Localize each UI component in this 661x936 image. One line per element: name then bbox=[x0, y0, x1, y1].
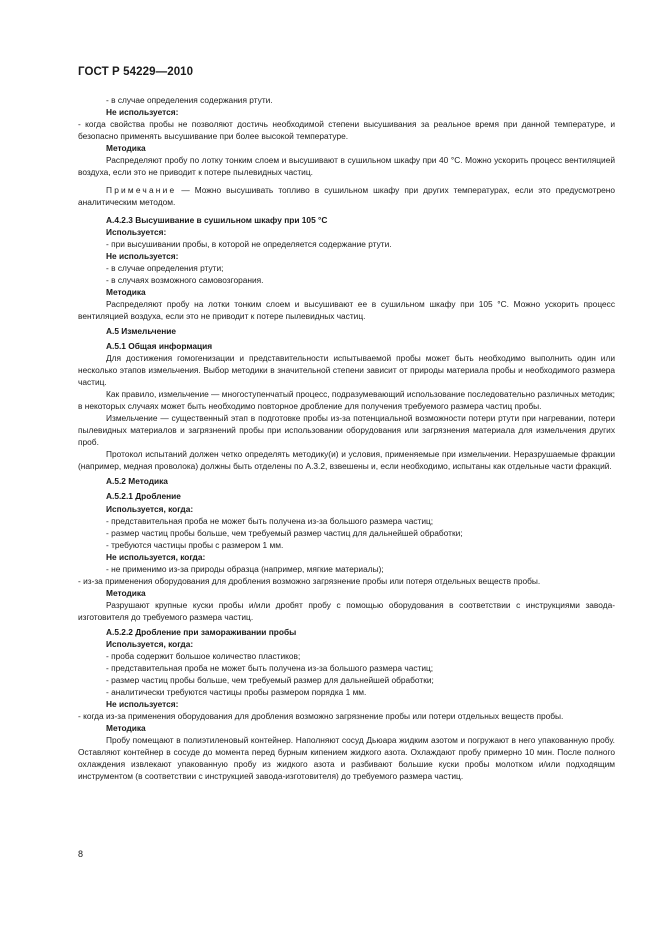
note-paragraph bbox=[78, 184, 615, 208]
list-item: - когда из-за применения оборудования для дробления возможно загрязнение пробы или потери отдельных веществ пробы. bbox=[78, 710, 564, 721]
paragraph: Для достижения гомогенизации и представительности испытываемой пробы может быть необходимо выполнить один или несколько этапов измельчения. Выбор методики в значительной степени зависит от природы материала пробы и необходимого размера частиц. bbox=[78, 353, 615, 388]
paragraph: Разрушают крупные куски пробы и/или дробят пробу с помощью оборудования в соответствии с инструкциями завода-изготовителя до требуемого размера частиц. bbox=[78, 599, 615, 622]
list-item: - в случаях возможного самовозгорания. bbox=[106, 275, 264, 286]
document-header: ГОСТ Р 54229—2010 bbox=[78, 66, 194, 78]
list-item: - проба содержит большое количество пластиков; bbox=[106, 650, 301, 661]
list-item: - не применимо из-за природы образца (например, мягкие материалы); bbox=[106, 563, 384, 574]
list-item: - требуются частицы пробы с размером 1 мм. bbox=[106, 539, 284, 550]
section-heading: А.5 Измельчение bbox=[106, 326, 177, 337]
list-item: - аналитически требуются частицы пробы размером порядка 1 мм. bbox=[106, 686, 367, 697]
subheading: Используется, когда: bbox=[106, 503, 194, 514]
subheading: Методика bbox=[106, 287, 146, 298]
paragraph: Как правило, измельчение — многоступенчатый процесс, подразумевающий использование последовательно различных методик; в некоторых случаях может быть необходимо повторное дробление для получения требуемого размера частиц пробы. bbox=[78, 389, 616, 412]
subheading: Используется: bbox=[106, 227, 167, 238]
paragraph: Распределяют пробу по лотку тонким слоем и высушивают в сушильном шкафу при 40 °С. Можно ускорить процесс вентиляцией воздуха, если это не приводит к потере пылевидных частиц. bbox=[78, 155, 615, 178]
section-heading: А.5.1 Общая информация bbox=[106, 341, 213, 352]
page-number: 8 bbox=[78, 849, 84, 859]
paragraph: Распределяют пробу на лотки тонким слоем и высушивают ее в сушильном шкафу при 105 °С. Можно ускорить процесс вентиляцией воздуха, если это не приводит к потере пылевидных частиц. bbox=[78, 299, 615, 322]
paragraph: Пробу помещают в полиэтиленовый контейнер. Наполняют сосуд Дьюара жидким азотом и погружают в него упакованную пробу. Оставляют контейнер в сосуде до момента перед бурным кипением жидкого азота. Охлаждают пробу примерно 10 мин. После полного охлаждения извлекают упакованную пробу из жидкого азота и разбивают большие куски пробы молотком и/или подходящим инструментом (в соответствии с инструкцией завода-изготовителя) до требуемого размера частиц. bbox=[78, 734, 615, 781]
document-body bbox=[78, 94, 616, 782]
subheading: Методика bbox=[106, 587, 146, 598]
subheading: Методика bbox=[106, 143, 146, 154]
subheading: Методика bbox=[106, 722, 146, 733]
list-item: - размер частиц пробы больше, чем требуемый размер для дальнейшей обработки; bbox=[106, 674, 434, 685]
subheading: Не используется, когда: bbox=[106, 551, 206, 562]
list-item: - размер частиц пробы больше, чем требуемый размер частиц для дальнейшей обработки; bbox=[106, 527, 463, 538]
list-item: - в случае определения ртути; bbox=[106, 263, 224, 274]
subheading: Не используется: bbox=[106, 698, 179, 709]
section-heading: А.5.2.1 Дробление bbox=[106, 491, 181, 502]
subheading: Используется, когда: bbox=[106, 638, 194, 649]
list-item: - в случае определения содержания ртути. bbox=[106, 95, 273, 105]
subheading: Не используется: bbox=[106, 107, 179, 118]
list-item: - при высушивании пробы, в которой не определяется содержание ртути. bbox=[106, 239, 392, 250]
paragraph: Протокол испытаний должен четко определять методику(и) и условия, применяемые при измельчении. Неразрушаемые фракции (например, медная проволока) должны быть отделены по А.3.2, взвешены и, если необходимо, испытаны как отдельные части фракций. bbox=[78, 449, 615, 472]
section-heading: А.5.2.2 Дробление при замораживании пробы bbox=[106, 626, 297, 637]
list-item: - когда свойства пробы не позволяют достичь необходимой степени высушивания за реальное время при данной температуре, и безопасно применять высушивание при более высокой температуре. bbox=[78, 119, 615, 142]
list-item: - представительная проба не может быть получена из-за большого размера частиц; bbox=[106, 662, 434, 673]
note-label: Примечание bbox=[106, 185, 177, 196]
paragraph: Измельчение — существенный этап в подготовке пробы из-за потенциальной возможности потери ртути при нагревании, потери пылевидных материалов и загрязнений пробы при использовании оборудования или загрязнения материала для измельчения других проб. bbox=[78, 413, 615, 448]
section-heading: А.4.2.3 Высушивание в сушильном шкафу при 105 °С bbox=[106, 215, 328, 226]
subheading: Не используется: bbox=[106, 251, 179, 262]
section-heading: А.5.2 Методика bbox=[106, 476, 168, 487]
list-item: - представительная проба не может быть получена из-за большого размера частиц; bbox=[106, 515, 434, 526]
note-text: — Можно высушивать топливо в сушильном шкафу при других температурах, если это предусмотрено аналитическим методом. bbox=[78, 185, 615, 208]
list-item: - из-за применения оборудования для дробления возможно загрязнение пробы или потеря отдельных веществ пробы. bbox=[78, 575, 541, 586]
